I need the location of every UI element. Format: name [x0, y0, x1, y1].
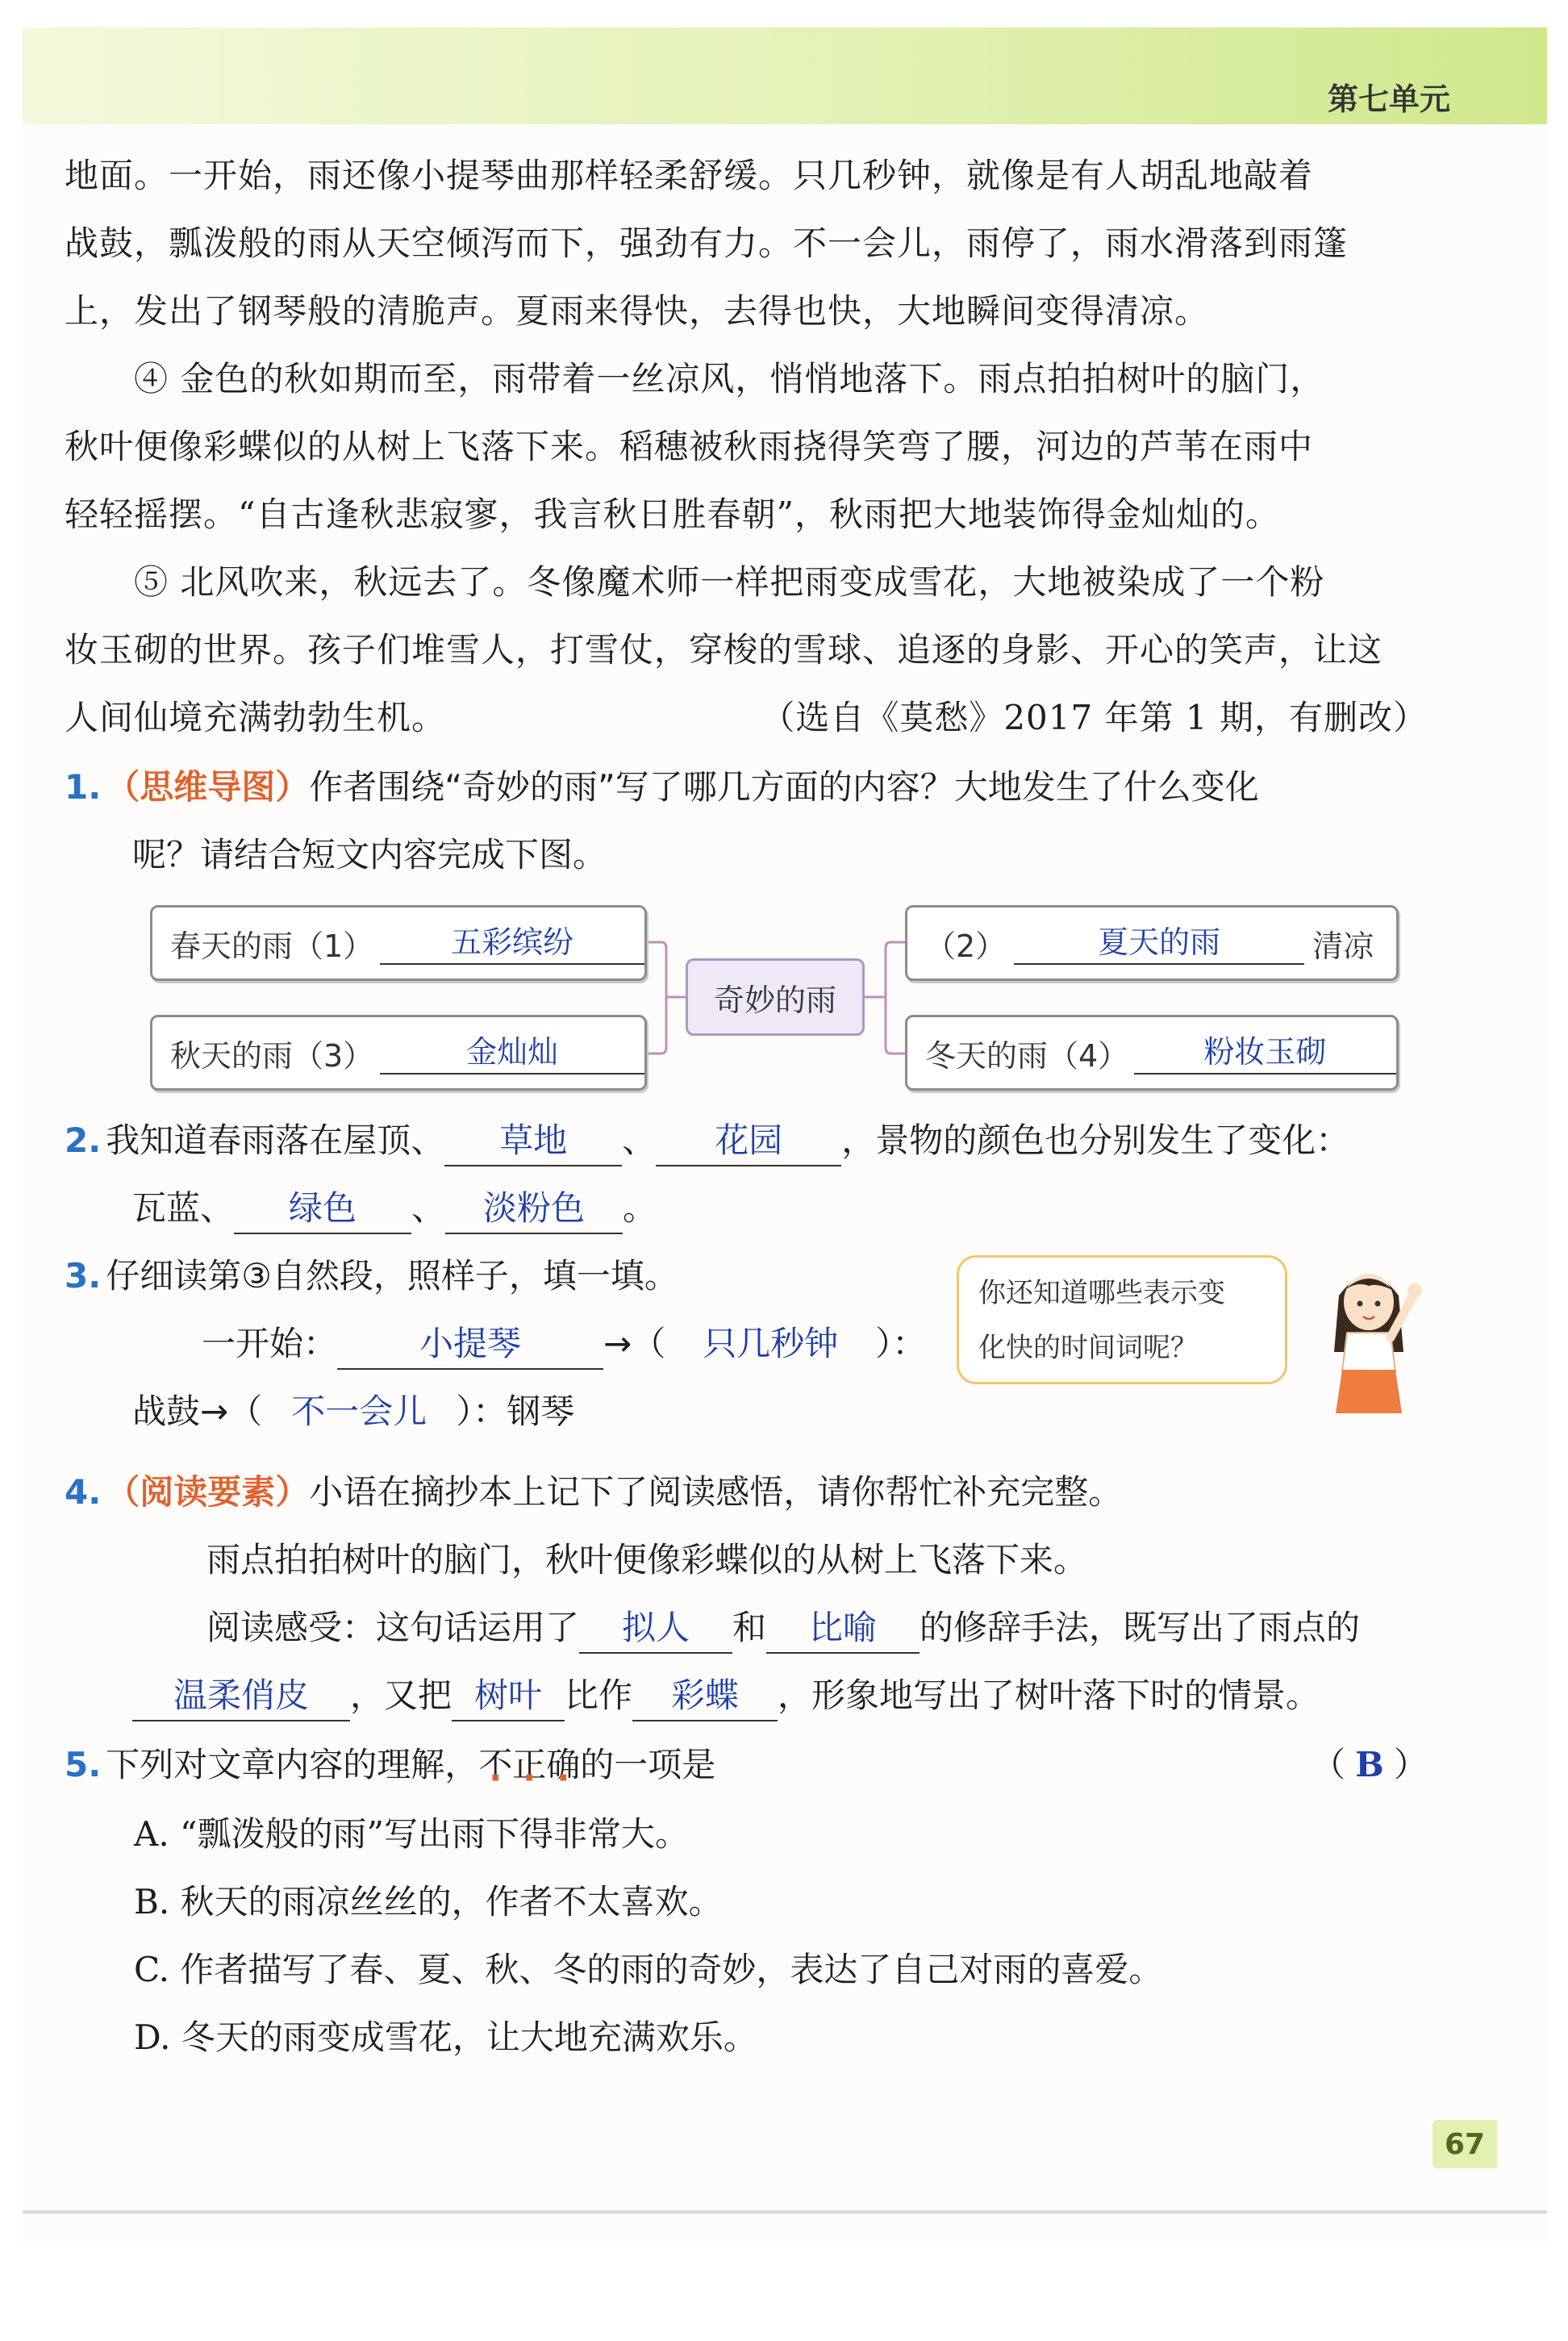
question-5 — [65, 1731, 1436, 1799]
question-number: 4. — [65, 1472, 102, 1512]
answer-blank[interactable]: 粉妆玉砌 — [1134, 1031, 1396, 1075]
source-citation: （选自《莫愁》2017 年第 1 期，有删改） — [761, 698, 1428, 737]
mind-map-label: 秋天的雨（3） — [170, 1037, 374, 1074]
answer-blank[interactable]: 夏天的雨 — [1014, 921, 1304, 965]
question-text: 战鼓→（ — [132, 1392, 263, 1431]
option-b[interactable]: B. 秋天的雨凉丝丝的，作者不太喜欢。 — [134, 1882, 723, 1922]
question-text: 比作 — [565, 1675, 633, 1715]
text-line: 秋叶便像彩蝶似的从树上飞落下来。稻穗被秋雨挠得笑弯了腰，河边的芦苇在雨中 — [65, 427, 1314, 466]
question-number: 1. — [65, 767, 102, 807]
question-4 — [65, 1458, 1436, 1730]
text-line-end: 人间仙境充满勃勃生机。 — [65, 698, 447, 737]
question-text: 作者围绕“奇妙的雨”写了哪几方面的内容？大地发生了什么变化 — [309, 767, 1259, 807]
quote-line: 雨点拍拍树叶的脑门，秋叶便像彩蝶似的从树上飞落下来。 — [206, 1540, 1088, 1579]
mind-map-autumn — [150, 1015, 647, 1091]
answer-blank[interactable]: 五彩缤纷 — [380, 921, 644, 965]
question-text: 阅读感受：这句话运用了 — [206, 1608, 580, 1647]
option-a[interactable]: A. “瓢泼般的雨”写出雨下得非常大。 — [134, 1814, 689, 1854]
question-text: 瓦蓝、 — [132, 1188, 235, 1228]
text-line: 地面。一开始，雨还像小提琴曲那样轻柔舒缓。只几秒钟，就像是有人胡乱地敲着 — [65, 156, 1314, 195]
answer-blank[interactable]: 彩蝶 — [632, 1671, 778, 1721]
answer-blank[interactable]: 绿色 — [234, 1184, 411, 1234]
unit-label: 第七单元 — [1327, 81, 1450, 117]
answer-blank[interactable]: 温柔俏皮 — [132, 1671, 350, 1721]
tip-bubble — [957, 1255, 1287, 1384]
question-text: ，形象地写出了树叶落下时的情景。 — [778, 1675, 1320, 1715]
text-line: 妆玉砌的世界。孩子们堆雪人，打雪仗，穿梭的雪球、追逐的身影、开心的笑声，让这 — [65, 630, 1383, 670]
paren: ） — [1393, 1745, 1428, 1784]
option-c[interactable]: C. 作者描写了春、夏、秋、冬的雨的奇妙，表达了自己对雨的喜爱。 — [134, 1950, 1163, 1989]
emphasis-char: 正 — [512, 1745, 547, 1784]
text-line: 轻轻摇摆。“自古逢秋悲寂寥，我言秋日胜春朝”，秋雨把大地装饰得金灿灿的。 — [65, 494, 1280, 534]
question-text: 一开始： — [202, 1324, 338, 1363]
question-text: 小语在摘抄本上记下了阅读感悟，请你帮忙补充完整。 — [309, 1472, 1123, 1512]
question-text: ）：钢琴 — [456, 1392, 575, 1431]
question-text: 和 — [732, 1608, 767, 1647]
question-text: ）： — [875, 1324, 927, 1363]
answer-blank[interactable]: 小提琴 — [337, 1320, 603, 1370]
emphasis-char: 不 — [478, 1745, 513, 1784]
answer-blank[interactable]: 树叶 — [452, 1671, 565, 1721]
left-bracket — [647, 942, 666, 1054]
question-text: 下列对文章内容的理解， — [106, 1745, 479, 1784]
page-bottom-edge — [23, 2210, 1547, 2214]
option-d[interactable]: D. 冬天的雨变成雪花，让大地充满欢乐。 — [134, 2018, 757, 2057]
girl-illustration — [1300, 1249, 1437, 1417]
mind-map-winter — [905, 1015, 1399, 1091]
question-number: 3. — [65, 1256, 102, 1296]
question-2 — [65, 1107, 1436, 1242]
mind-map-label: 冬天的雨（4） — [925, 1037, 1129, 1074]
question-text: 我知道春雨落在屋顶、 — [106, 1120, 445, 1160]
answer-blank[interactable]: 拟人 — [579, 1604, 732, 1654]
page-number: 67 — [1432, 2120, 1497, 2168]
question-text: 的一项是 — [580, 1745, 716, 1784]
question-text: 的修辞手法，既写出了雨点的 — [920, 1608, 1361, 1647]
question-text: 呢？请结合短文内容完成下图。 — [132, 835, 607, 874]
answer-paren[interactable]: 只几秒钟 — [703, 1324, 839, 1363]
question-text: 仔细读第③自然段，照样子，填一填。 — [106, 1256, 678, 1296]
mind-map-label: （2） — [925, 928, 1007, 964]
text-line: 上，发出了钢琴般的清脆声。夏雨来得快，去得也快，大地瞬间变得清凉。 — [65, 291, 1210, 331]
answer-paren-group — [1312, 1731, 1428, 1799]
question-tag: （思维导图） — [106, 767, 310, 807]
answer-blank[interactable]: 金灿灿 — [380, 1031, 644, 1075]
question-text: →（ — [603, 1324, 666, 1363]
answer-choice[interactable]: B — [1355, 1745, 1384, 1784]
answer-blank[interactable]: 比喻 — [766, 1604, 920, 1654]
answer-blank[interactable]: 草地 — [444, 1116, 622, 1166]
mind-map-summer — [905, 905, 1399, 981]
question-text: 。 — [623, 1188, 657, 1228]
question-number: 5. — [65, 1745, 102, 1784]
separator: 、 — [622, 1120, 657, 1160]
tip-line: 你还知道哪些表示变 — [978, 1277, 1225, 1309]
text-line: ④ 金色的秋如期而至，雨带着一丝凉风，悄悄地落下。雨点拍拍树叶的脑门， — [134, 359, 1325, 399]
answer-blank[interactable]: 淡粉色 — [445, 1184, 623, 1234]
question-text: ，景物的颜色也分别发生了变化： — [841, 1120, 1350, 1160]
answer-blank[interactable]: 花园 — [656, 1116, 841, 1166]
paren: （ — [1311, 1745, 1345, 1784]
answer-paren[interactable]: 不一会儿 — [291, 1392, 427, 1431]
mind-map-label: 春天的雨（1） — [170, 928, 374, 964]
right-bracket — [886, 942, 905, 1054]
mind-map-spring — [150, 905, 647, 981]
question-text: ，又把 — [350, 1675, 452, 1715]
text-line: 战鼓，瓢泼般的雨从天空倾泻而下，强劲有力。不一会儿，雨停了，雨水滑落到雨篷 — [65, 223, 1349, 263]
emphasis-char: 确 — [546, 1745, 581, 1784]
tip-line: 化快的时间词呢？ — [978, 1332, 1198, 1364]
question-number: 2. — [65, 1120, 102, 1160]
separator: 、 — [411, 1188, 446, 1228]
mind-map-center: 奇妙的雨 — [686, 958, 865, 1036]
mind-map-label: 清凉 — [1312, 928, 1374, 964]
text-line: ⑤ 北风吹来，秋远去了。冬像魔术师一样把雨变成雪花，大地被染成了一个粉 — [134, 562, 1325, 602]
question-tag: （阅读要素） — [106, 1472, 310, 1512]
